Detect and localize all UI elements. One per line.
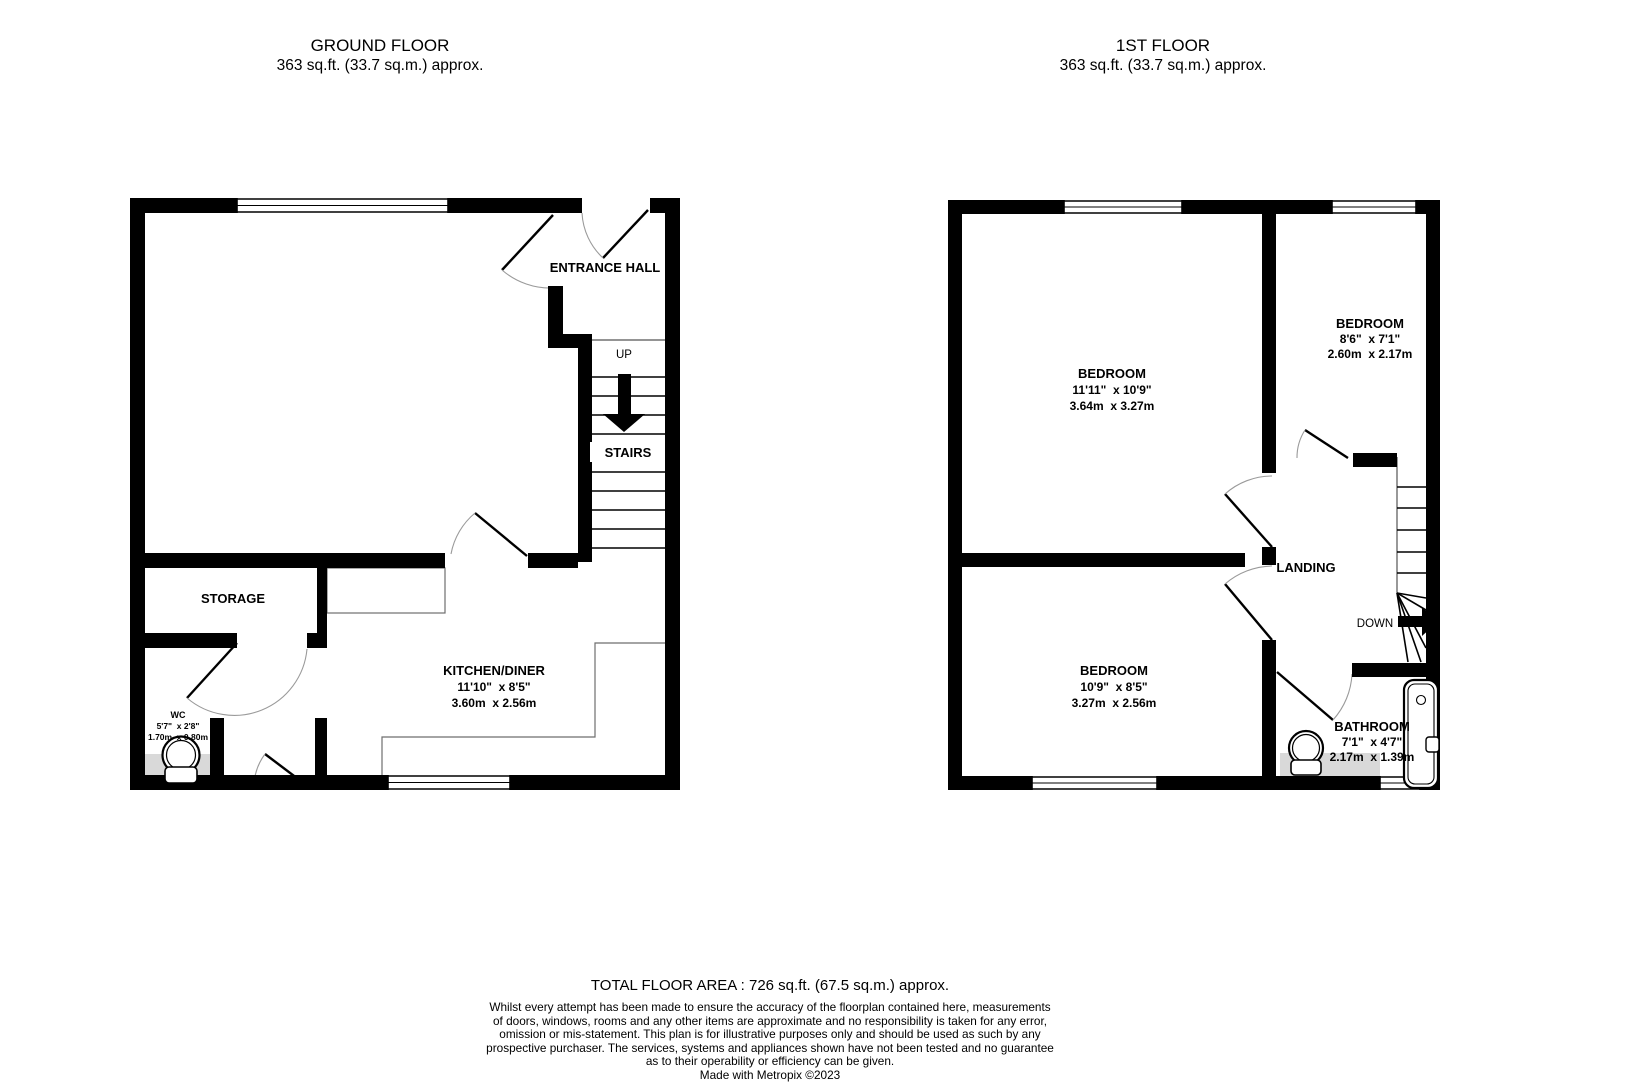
svg-text:BEDROOM: BEDROOM (1078, 366, 1146, 381)
svg-text:7'1" x 4'7": 7'1" x 4'7" (1341, 735, 1403, 749)
disclaimer-line: prospective purchaser. The services, systems and appliances shown have not been tested and no guarantee (486, 1040, 1054, 1055)
bedroom3-label (1072, 663, 1157, 710)
bathtub-icon (1404, 680, 1439, 788)
ground-floor-plan (130, 198, 680, 790)
disclaimer-line: as to their operability or efficiency can be given. (645, 1054, 895, 1069)
window-top-ground (237, 198, 448, 213)
svg-text:WC: WC (170, 710, 186, 720)
bedroom3-door (1225, 566, 1272, 640)
svg-text:10'9" x 8'5": 10'9" x 8'5" (1080, 680, 1148, 694)
disclaimer-line: of doors, windows, rooms and any other items are approximate and no responsibility is taken for any error, (492, 1013, 1048, 1028)
wc-label (148, 710, 208, 742)
bedroom2-door (1297, 430, 1348, 458)
svg-text:8'6" x 7'1": 8'6" x 7'1" (1339, 332, 1401, 346)
disclaimer-credit: Made with Metropix ©2023 (699, 1067, 841, 1082)
first-floor-title-text: 1ST FLOOR (1115, 36, 1211, 55)
stairs-first (1397, 457, 1426, 662)
svg-text:11'10" x 8'5": 11'10" x 8'5" (457, 680, 531, 694)
walls-ground (130, 198, 680, 790)
svg-text:5'7" x 2'8": 5'7" x 2'8" (156, 721, 200, 731)
landing-label: LANDING (1276, 560, 1336, 575)
svg-text:3.27m x 2.56m: 3.27m x 2.56m (1071, 696, 1157, 710)
disclaimer-line: omission or mis-statement. This plan is for illustrative purposes only and should be used as such by any (499, 1027, 1041, 1042)
svg-text:2.17m x 1.39m: 2.17m x 1.39m (1329, 750, 1415, 764)
window-bottom-ground (388, 775, 510, 790)
first-floor-area-text: 363 sq.ft. (33.7 sq.m.) approx. (1059, 57, 1267, 74)
svg-text:KITCHEN/DINER: KITCHEN/DINER (443, 663, 545, 678)
walls-first (948, 200, 1440, 790)
ground-floor-title-text: GROUND FLOOR (310, 36, 450, 55)
svg-text:1.70m x 0.80m: 1.70m x 0.80m (147, 732, 209, 742)
window-bottom-left-first (1032, 776, 1157, 790)
bedroom1-door (1225, 476, 1272, 547)
svg-text:3.60m x 2.56m: 3.60m x 2.56m (451, 696, 537, 710)
kitchen-door (451, 513, 527, 556)
svg-text:11'11" x 10'9": 11'11" x 10'9" (1072, 383, 1152, 397)
ground-floor-title (105, 36, 655, 75)
total-floor-area: TOTAL FLOOR AREA : 726 sq.ft. (67.5 sq.m.) approx. (590, 977, 950, 994)
ground-floor-area-text: 363 sq.ft. (33.7 sq.m.) approx. (276, 57, 484, 74)
kitchen-label (443, 663, 545, 710)
toilet-icon (163, 737, 200, 784)
stairs-up-arrow-icon (603, 374, 645, 432)
disclaimer (0, 1001, 1540, 1083)
bathroom-label (1330, 719, 1415, 764)
svg-text:BATHROOM: BATHROOM (1334, 719, 1410, 734)
svg-text:2.60m x 2.17m: 2.60m x 2.17m (1327, 347, 1413, 361)
front-door (582, 210, 648, 258)
down-label: DOWN (1356, 618, 1394, 630)
toilet-icon-first (1289, 731, 1323, 775)
svg-text:BEDROOM: BEDROOM (1080, 663, 1148, 678)
window-top-right-first (1332, 200, 1416, 214)
first-floor-title (888, 36, 1438, 75)
hall-door (502, 215, 554, 288)
svg-text:BEDROOM: BEDROOM (1336, 316, 1404, 331)
stairs-label: STAIRS (604, 445, 652, 460)
storage-label: STORAGE (200, 591, 266, 606)
first-floor-plan (948, 200, 1440, 790)
up-label: UP (616, 349, 632, 361)
storage-door (187, 643, 307, 715)
bathroom-door (1277, 672, 1352, 720)
svg-text:3.64m x 3.27m: 3.64m x 3.27m (1069, 399, 1155, 413)
disclaimer-line: Whilst every attempt has been made to ensure the accuracy of the floorplan contained here, measurements (489, 1000, 1051, 1014)
bedroom2-label (1328, 316, 1413, 361)
entrance-hall-label: ENTRANCE HALL (549, 260, 661, 275)
window-top-left-first (1064, 200, 1182, 214)
bedroom1-label (1070, 366, 1155, 413)
